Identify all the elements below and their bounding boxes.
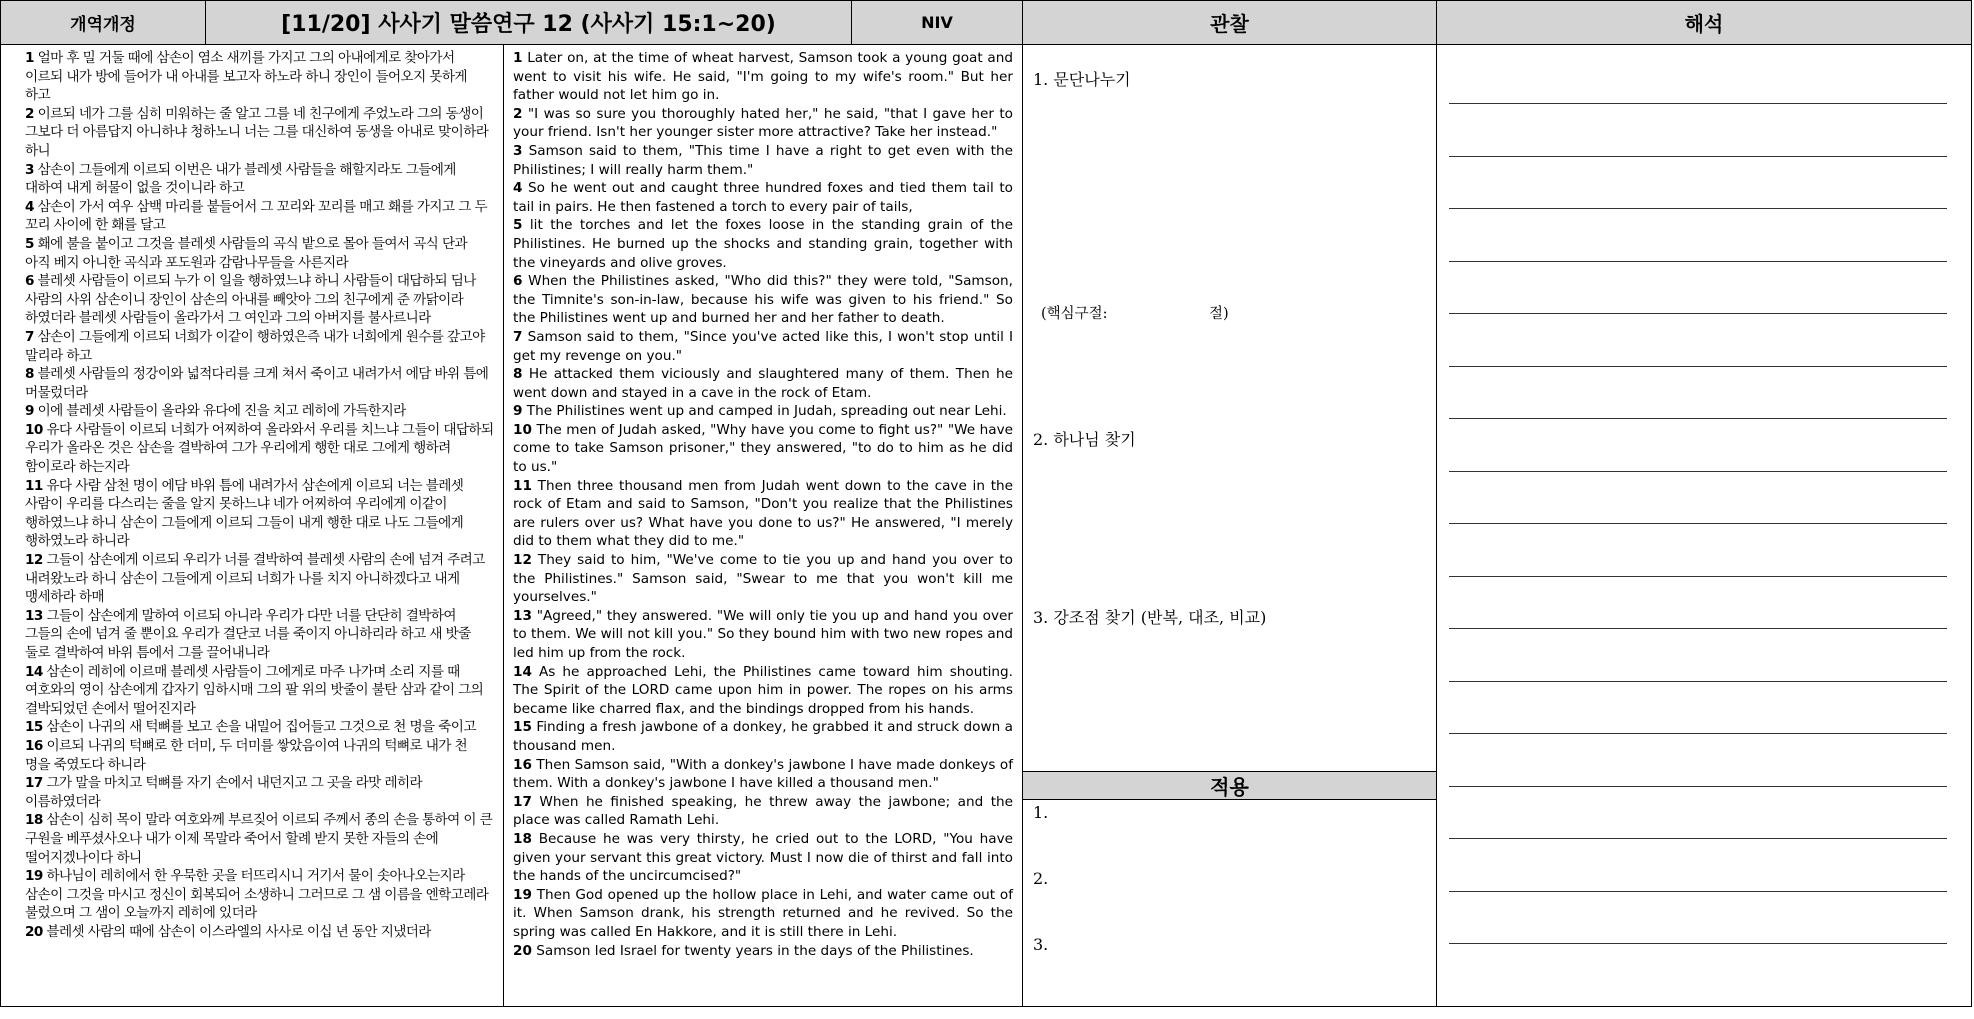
observation-item-2: 2. 하나님 찾기: [1033, 430, 1136, 449]
verse-number: 3: [513, 142, 523, 159]
verse-text: "Agreed," they answered. "We will only tie you up and hand you over to them. We will not kill you." So they bound him with two new ropes and led him up from the rock.: [513, 607, 1013, 661]
verse-number: 16: [513, 756, 532, 773]
application-item-1: 1.: [1033, 803, 1049, 822]
verse: [25, 477, 495, 551]
verse-text: The Philistines went up and camped in Judah, spreading out near Lehi.: [526, 403, 1007, 420]
verse: [25, 328, 495, 365]
verse-number: 14: [25, 663, 43, 680]
verse: [513, 365, 1013, 402]
verse: [513, 886, 1013, 942]
verse-number: 17: [25, 775, 43, 792]
verse-text: Then Samson said, "With a donkey's jawbone I have made donkeys of them. With a donkey's jawbone I have killed a thousand men.": [513, 756, 1013, 792]
verse: [25, 235, 495, 272]
verse: [25, 49, 495, 105]
writing-line: [1449, 523, 1947, 524]
application-item-3: 3.: [1033, 935, 1049, 954]
verse-text: Samson said to them, "This time I have a right to get even with the Philistines; I will really harm them.": [513, 142, 1013, 178]
writing-line: [1449, 943, 1947, 944]
writing-line: [1449, 838, 1947, 839]
verse-number: 10: [513, 421, 532, 438]
verse-number: 9: [513, 403, 523, 420]
writing-line: [1449, 786, 1947, 787]
verse-number: 6: [25, 273, 34, 290]
verse-number: 18: [513, 830, 532, 847]
verse: [25, 867, 495, 923]
verse: [513, 830, 1013, 886]
verse-text: 얼마 후 밀 거둘 때에 삼손이 염소 새끼를 가지고 그의 아내에게로 찾아가서 이르되 내가 방에 들어가 내 아내를 보고자 하노라 하니 장인이 들어오지 못하게 하고: [25, 50, 467, 104]
verse: [25, 774, 495, 811]
verse-number: 1: [513, 50, 523, 66]
verse-number: 4: [25, 198, 34, 215]
verse-text: Then three thousand men from Judah went down to the cave in the rock of Etam and said to Samson, "Don't you realize that the Philistines are rulers over us? What have you done to us?" He answered, "I merely did to them what they did to me.": [513, 477, 1013, 550]
verse-number: 17: [513, 793, 532, 810]
verse-number: 18: [25, 812, 43, 829]
verse: [25, 161, 495, 198]
verse-number: 5: [513, 217, 523, 234]
writing-line: [1449, 313, 1947, 314]
verse-number: 1: [25, 50, 34, 66]
verse-number: 7: [513, 328, 523, 345]
key-verse-unit: 절): [1209, 306, 1229, 322]
verse-number: 9: [25, 403, 34, 420]
verse-text: 삼손이 그들에게 이르되 이번은 내가 블레셋 사람들을 해할지라도 그들에게 대하여 내게 허물이 없을 것이니라 하고: [25, 161, 456, 197]
writing-line: [1449, 261, 1947, 262]
verse-text: As he approached Lehi, the Philistines came toward him shouting. The Spirit of the LORD came upon him in power. The ropes on his arms became like charred flax, and the bindings dropped from his hands.: [513, 663, 1013, 717]
verse-number: 20: [513, 942, 532, 959]
verse-number: 7: [25, 328, 34, 345]
verse: [513, 607, 1013, 663]
verse-text: 이르되 나귀의 턱뼈로 한 더미, 두 더미를 쌓았음이여 나귀의 턱뼈로 내가 천 명을 죽였도다 하니라: [25, 737, 468, 773]
key-verse-label: (핵심구절:: [1041, 306, 1108, 322]
verse-text: 블레셋 사람들의 정강이와 넓적다리를 크게 쳐서 죽이고 내려가서 에담 바위 틈에 머물렀더라: [25, 366, 489, 401]
verse-number: 2: [513, 105, 523, 122]
header-translation-right-label: NIV: [921, 13, 953, 32]
writing-line: [1449, 576, 1947, 577]
writing-line: [1449, 471, 1947, 472]
header-interpret: [1437, 1, 1971, 45]
verse: [25, 198, 495, 235]
verse-number: 11: [25, 477, 43, 494]
verse-number: 8: [25, 366, 34, 383]
verse-text: 유다 사람들이 이르되 너희가 어찌하여 올라와서 우리를 치느냐 그들이 대답하되 우리가 올라온 것은 삼손을 결박하여 그가 우리에게 행한 대로 그에게 행하려 함이로라 하는지라: [25, 421, 494, 476]
verse-text: Samson led Israel for twenty years in the days of the Philistines.: [536, 942, 974, 959]
divider: [851, 1, 852, 45]
verse-number: 8: [513, 366, 523, 383]
verse-text: 블레셋 사람들이 이르되 누가 이 일을 행하였느냐 하니 사람들이 대답하되 딤나 사람의 사위 삼손이니 장인이 삼손의 아내를 빼앗아 그의 친구에게 준 까닭이라 하였더라 블레셋 사람들이 올라가서 그 여인과 그의 아버지를 불사르니라: [25, 273, 476, 327]
verse-number: 6: [513, 273, 523, 290]
verse-text: "I was so sure you thoroughly hated her," he said, "that I gave her to your friend. Isn't her younger sister more attractive? Take her instead.": [513, 105, 1013, 141]
writing-line: [1449, 418, 1947, 419]
niv-text-column: [513, 49, 1013, 960]
verse: [25, 811, 495, 867]
verse-number: 15: [513, 719, 532, 736]
page-title: [11/20] 사사기 말씀연구 12 (사사기 15:1~20): [281, 12, 776, 37]
verse-text: Finding a fresh jawbone of a donkey, he grabbed it and struck down a thousand men.: [513, 719, 1013, 754]
verse-text: The men of Judah asked, "Why have you come to fight us?" "We have come to take Samson prisoner," they answered, "to do to him as he did to us.": [513, 421, 1013, 476]
header-title-cell: [206, 1, 851, 45]
writing-line: [1449, 733, 1947, 734]
observation-item-1: 1. 문단나누기: [1033, 70, 1131, 89]
writing-line: [1449, 156, 1947, 157]
writing-line: [1449, 891, 1947, 892]
application-title: 적용: [1210, 775, 1249, 799]
verse-number: 13: [25, 607, 43, 624]
header-observe: [1023, 1, 1436, 45]
verse-number: 12: [25, 552, 43, 569]
verse-text: Because he was very thirsty, he cried out to the LORD, "You have given your servant this great victory. Must I now die of thirst and fall into the hands of the uncircumcised?": [513, 830, 1013, 885]
verse-number: 19: [513, 886, 532, 903]
verse-number: 5: [25, 235, 34, 252]
verse-number: 2: [25, 105, 34, 122]
verse: [513, 105, 1013, 142]
verse-number: 19: [25, 868, 43, 885]
verse: [513, 793, 1013, 830]
divider: [1436, 1, 1437, 1007]
verse: [513, 402, 1013, 421]
header-interpret-label: 해석: [1684, 12, 1724, 36]
verse: [25, 105, 495, 161]
verse: [513, 942, 1013, 961]
application-item-2: 2.: [1033, 869, 1049, 888]
verse-text: 삼손이 나귀의 새 턱뼈를 보고 손을 내밀어 집어들고 그것으로 천 명을 죽이고: [46, 719, 476, 736]
verse: [25, 551, 495, 607]
verse: [25, 402, 495, 421]
verse: [513, 718, 1013, 755]
verse-text: 이에 블레셋 사람들이 올라와 유다에 진을 치고 레히에 가득한지라: [37, 403, 406, 420]
verse-text: So he went out and caught three hundred foxes and tied them tail to tail in pairs. He then fastened a torch to every pair of tails,: [513, 180, 1013, 215]
verse-text: 삼손이 심히 목이 말라 여호와께 부르짖어 이르되 주께서 종의 손을 통하여 이 큰 구원을 베푸셨사오나 내가 이제 목말라 죽어서 할례 받지 못한 자들의 손에 떨어지겠나이다 하니: [25, 812, 493, 866]
verse-text: lit the torches and let the foxes loose in the standing grain of the Philistines. He burned up the shocks and standing grain, together with the vineyards and olive groves.: [513, 217, 1013, 271]
divider: [205, 1, 206, 45]
verse-text: 하나님이 레히에서 한 우묵한 곳을 터뜨리시니 거기서 물이 솟아나오는지라 삼손이 그것을 마시고 정신이 회복되어 소생하니 그러므로 그 샘 이름을 엔학고레라 불렀으며 그 샘이 오늘까지 레히에 있더라: [25, 868, 489, 922]
verse-text: 홰에 불을 붙이고 그것을 블레셋 사람들의 곡식 밭으로 몰아 들여서 곡식 단과 아직 베지 아니한 곡식과 포도원과 감람나무들을 사른지라: [25, 235, 468, 271]
verse: [25, 365, 495, 402]
verse-number: 13: [513, 607, 532, 624]
verse-text: Then God opened up the hollow place in Lehi, and water came out of it. When Samson drank, his strength returned and he revived. So the spring was called En Hakkore, and it is still there in Lehi.: [513, 886, 1013, 940]
verse-text: When the Philistines asked, "Who did this?" they were told, "Samson, the Timnite's son-in-law, because his wife was given to his friend." So the Philistines went up and burned her and her father to death.: [513, 273, 1013, 327]
verse-text: 그들이 삼손에게 이르되 우리가 너를 결박하여 블레셋 사람의 손에 넘겨 주려고 내려왔노라 하니 삼손이 그들에게 이르되 너희가 나를 치지 아니하겠다고 내게 맹세하라 하매: [25, 552, 485, 606]
verse-number: 10: [25, 421, 43, 438]
verse: [25, 421, 495, 477]
writing-line: [1449, 366, 1947, 367]
verse-text: Samson said to them, "Since you've acted like this, I won't stop until I get my revenge on you.": [513, 328, 1014, 364]
verse-number: 12: [513, 552, 532, 569]
verse-text: 이르되 네가 그를 심히 미워하는 줄 알고 그를 네 친구에게 주었노라 그의 동생이 그보다 더 아름답지 아니하냐 청하노니 너는 그를 대신하여 동생을 아내로 맞이하라 하니: [25, 105, 489, 159]
verse: [513, 179, 1013, 216]
verse-number: 14: [513, 663, 532, 680]
verse: [513, 421, 1013, 477]
verse-text: 삼손이 가서 여우 삼백 마리를 붙들어서 그 꼬리와 꼬리를 매고 홰를 가지고 그 두 꼬리 사이에 한 홰를 달고: [25, 198, 487, 234]
verse: [25, 718, 495, 737]
verse-text: 그가 말을 마치고 턱뼈를 자기 손에서 내던지고 그 곳을 라맛 레히라 이름하였더라: [25, 775, 423, 810]
verse-text: 블레셋 사람의 때에 삼손이 이스라엘의 사사로 이십 년 동안 지냈더라: [46, 923, 431, 940]
verse: [25, 737, 495, 774]
verse-number: 20: [25, 923, 43, 940]
verse: [513, 477, 1013, 551]
verse: [25, 663, 495, 719]
verse-number: 11: [513, 477, 532, 494]
verse: [25, 607, 495, 663]
verse: [513, 216, 1013, 272]
writing-line: [1449, 628, 1947, 629]
header-observe-label: 관찰: [1210, 12, 1249, 36]
verse-text: 유다 사람 삼천 명이 에담 바위 틈에 내려가서 삼손에게 이르되 너는 블레셋 사람이 우리를 다스리는 줄을 알지 못하느냐 네가 어찌하여 우리에게 이같이 행하였느냐 하니 삼손이 그들에게 이르되 그들이 내게 행한 대로 나도 그들에게 행하였노라 하니라: [25, 477, 464, 550]
verse: [513, 49, 1013, 105]
divider: [503, 45, 504, 1007]
verse-text: When he finished speaking, he threw away the jawbone; and the place was called Ramath Lehi.: [513, 793, 1013, 829]
writing-line: [1449, 208, 1947, 209]
writing-line: [1449, 103, 1947, 104]
verse: [513, 328, 1013, 365]
verse-text: 삼손이 그들에게 이르되 너희가 이같이 행하였은즉 내가 너희에게 원수를 갚고야 말리라 하고: [25, 328, 485, 364]
application-header: [1023, 772, 1436, 800]
verse-text: They said to him, "We've come to tie you up and hand you over to the Philistines." Samson said, "Swear to me that you won't kill me yourselves.": [513, 552, 1013, 606]
verse: [25, 923, 495, 942]
header-translation-left: [1, 1, 205, 45]
header-translation-right: [852, 1, 1022, 45]
divider: [1022, 1, 1023, 1007]
verse-number: 4: [513, 180, 523, 197]
verse-text: He attacked them viciously and slaughtered many of them. Then he went down and stayed in a cave in the rock of Etam.: [513, 366, 1013, 401]
verse: [513, 663, 1013, 719]
verse-text: 삼손이 레히에 이르매 블레셋 사람들이 그에게로 마주 나가며 소리 지를 때 여호와의 영이 삼손에게 갑자기 임하시매 그의 팔 위의 밧줄이 불탄 삼과 같이 그의 결박되었던 손에서 떨어진지라: [25, 663, 484, 717]
verse-number: 16: [25, 737, 43, 754]
verse-text: 그들이 삼손에게 말하여 이르되 아니라 우리가 다만 너를 단단히 결박하여 그들의 손에 넘겨 줄 뿐이요 우리가 결단코 너를 죽이지 아니하리라 하고 새 밧줄 둘로 결박하여 바위 틈에서 그를 끌어내니라: [25, 607, 471, 661]
verse: [513, 551, 1013, 607]
verse: [513, 272, 1013, 328]
verse-text: Later on, at the time of wheat harvest, Samson took a young goat and went to visit his wife. He said, "I'm going to my wife's room." But her father would not let him go in.: [513, 50, 1013, 104]
writing-line: [1449, 681, 1947, 682]
verse: [513, 142, 1013, 179]
verse: [513, 756, 1013, 793]
header-translation-left-label: 개역개정: [70, 15, 136, 35]
korean-text-column: [25, 49, 495, 942]
verse-number: 15: [25, 719, 43, 736]
observation-item-3: 3. 강조점 찾기 (반복, 대조, 비교): [1033, 608, 1267, 627]
verse-number: 3: [25, 161, 34, 178]
verse: [25, 272, 495, 328]
